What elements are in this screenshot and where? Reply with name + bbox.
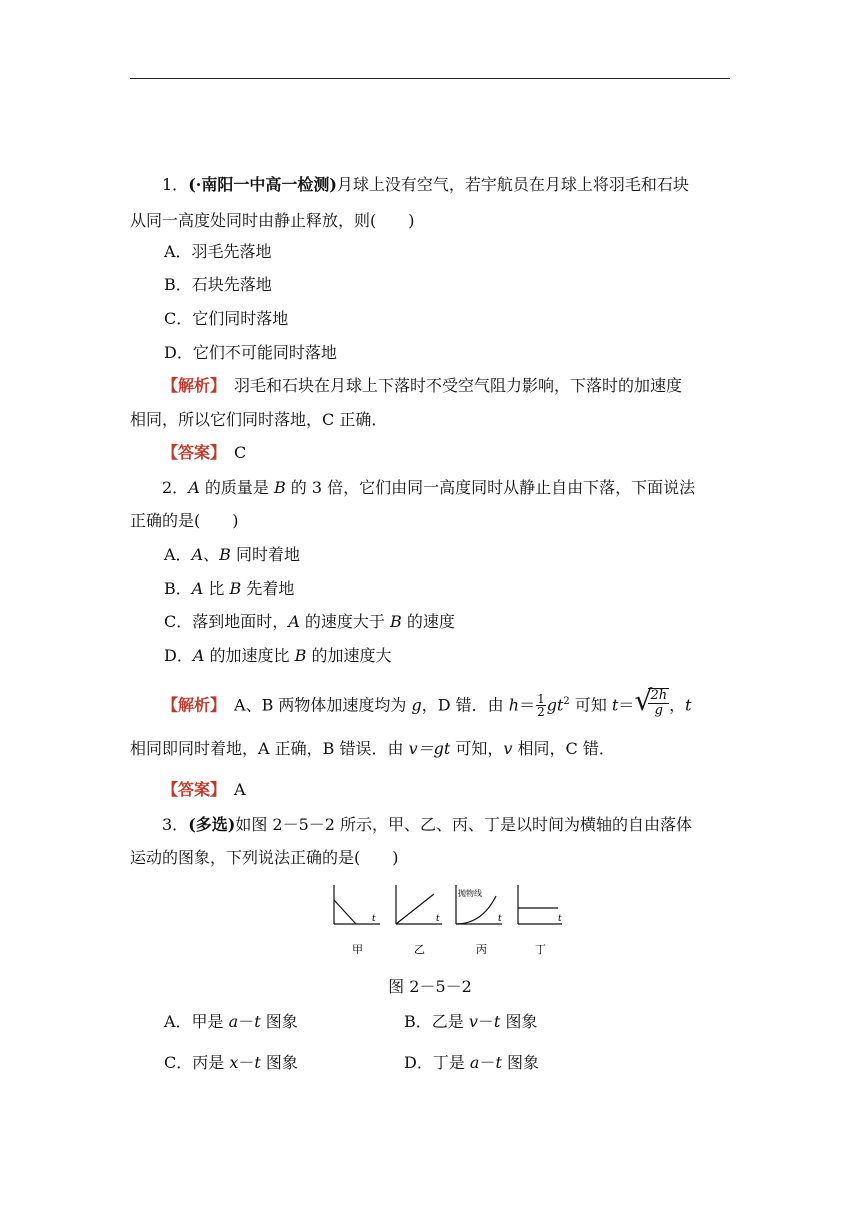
- q2-answer: [130, 779, 762, 801]
- q2-opt-c-sep: 的速度大于: [299, 612, 390, 631]
- q3-option-b: [404, 1011, 537, 1033]
- q2-opt-c-label: C．落到地面时，: [164, 612, 289, 631]
- q2-opt-b-label: B．: [164, 579, 192, 598]
- q3-opt-a-dash: －: [238, 1012, 255, 1031]
- eq-v: v: [408, 739, 418, 758]
- q3-opt-b-text: 图象: [500, 1012, 538, 1031]
- q2-stem-text1: 的质量是: [199, 478, 274, 497]
- eq-sqrt-num: 2h: [650, 687, 668, 703]
- graph-jia: [334, 885, 380, 956]
- q2-analysis-comma: ，: [669, 695, 686, 715]
- q2-analysis-text5: 可知，: [450, 739, 504, 758]
- q1-option-d: D．它们不可能同时落地: [164, 343, 337, 362]
- q3-opt-d-dash: －: [479, 1053, 496, 1072]
- q3-opt-c-var2: t: [254, 1053, 261, 1072]
- q2-opt-a-text: 同时着地: [230, 545, 300, 564]
- q2-stem-text2: 的 3 倍，它们由同一高度同时从静止自由下落，下面说法: [285, 478, 696, 497]
- q2-opt-d-text: 的加速度大: [306, 646, 392, 665]
- q2-opt-b-var2: B: [229, 579, 242, 598]
- q3-option-row1: [130, 1011, 764, 1033]
- q3-option-c: [164, 1053, 298, 1072]
- q2-opt-c-var2: B: [390, 612, 402, 631]
- graph-ding-axis: t: [558, 914, 562, 924]
- graph-yi-label: 乙: [414, 943, 425, 956]
- graph-yi-axis: t: [436, 914, 440, 924]
- q2-opt-b-text: 先着地: [241, 579, 295, 598]
- q1-source: (·南阳一中高一检测): [188, 175, 337, 194]
- graph-bing-label: 丙: [476, 943, 487, 956]
- q3-opt-a-var2: t: [254, 1012, 261, 1031]
- graph-bing-axis: t: [498, 914, 502, 924]
- q3-stem-line2: 运动的图象，下列说法正确的是( ): [130, 848, 399, 867]
- graphs-figure: [330, 880, 580, 960]
- eq-equals: ＝: [519, 695, 536, 715]
- q3-opt-d-var2: t: [495, 1053, 502, 1072]
- q2-opt-c-text: 的速度: [401, 612, 455, 631]
- q1-analysis-tag: 【解析】: [162, 376, 219, 395]
- graph-jia-line: [334, 900, 356, 924]
- eq-gt: gt: [546, 695, 564, 715]
- q1-option-b: B．石块先落地: [164, 275, 272, 294]
- eq-frac-num: 1: [537, 692, 545, 707]
- eq-equals-2: ＝: [618, 695, 635, 715]
- q1-answer: [130, 442, 762, 464]
- q2-stem-line2: 正确的是( ): [130, 511, 239, 530]
- q3-stem-line1: [130, 814, 762, 836]
- header-rule: [130, 78, 730, 79]
- q3-opt-b-var1: v: [468, 1012, 478, 1031]
- q2-opt-d-sep: 的加速度比: [204, 646, 295, 665]
- q3-opt-b-dash: －: [477, 1012, 494, 1031]
- q2-option-d: [130, 645, 764, 667]
- eq-fraction: [536, 693, 546, 718]
- q2-opt-a-sep: 、: [203, 545, 220, 564]
- q2-analysis-text6: 相同，C 错．: [512, 739, 615, 758]
- q1-option-c: C．它们同时落地: [164, 309, 289, 328]
- q2-analysis-text1: A、B 两物体加速度均为: [218, 695, 412, 715]
- q3-opt-c-var1: x: [229, 1053, 239, 1072]
- eq-sup: 2: [563, 696, 570, 707]
- q2-analysis-text2: ，D 错．由: [421, 695, 509, 715]
- q3-option-a: [164, 1012, 298, 1031]
- q2-opt-d-var2: B: [294, 646, 307, 665]
- q1-number: 1．: [162, 175, 189, 194]
- q2-opt-a-label: A．: [164, 545, 192, 564]
- q2-analysis-t: t: [685, 695, 692, 715]
- q1-stem-line1: [130, 174, 762, 196]
- q2-analysis-tag: 【解析】: [162, 695, 219, 715]
- q2-analysis-text3: 可知: [569, 695, 612, 715]
- q2-option-c: [130, 611, 764, 633]
- q3-opt-a-text: 图象: [260, 1012, 298, 1031]
- q2-analysis-line1: [130, 683, 762, 724]
- q3-opt-a-var1: a: [228, 1012, 239, 1031]
- q3-opt-d-var1: a: [469, 1053, 480, 1072]
- q3-opt-a-label: A．甲是: [164, 1012, 229, 1031]
- eq-frac-den: 2: [537, 705, 545, 720]
- graph-yi-line: [396, 894, 434, 924]
- eq-h: h: [508, 695, 520, 715]
- graph-bing: [456, 885, 502, 956]
- q2-analysis-g: g: [411, 695, 422, 715]
- graph-jia-label: 甲: [352, 943, 363, 956]
- sqrt-radical-icon: √: [634, 683, 653, 717]
- graph-ding-label: 丁: [535, 943, 546, 956]
- q3-number: 3．: [162, 815, 189, 834]
- q2-var-b: B: [273, 478, 286, 497]
- q3-opt-c-text: 图象: [260, 1053, 298, 1072]
- q3-opt-c-label: C．丙是: [164, 1053, 230, 1072]
- q1-option-a: A．羽毛先落地: [164, 242, 272, 261]
- q3-option-row2: [130, 1052, 764, 1074]
- figure-caption: 图 2－5－2: [388, 977, 472, 996]
- q1-stem-line2: 从同一高度处同时由静止释放，则( ): [130, 211, 415, 230]
- q2-stem-line1: [130, 477, 762, 499]
- q3-opt-b-var2: t: [493, 1012, 501, 1031]
- q2-var-a: A: [188, 478, 200, 497]
- q3-opt-d-text: 图象: [501, 1053, 540, 1072]
- q2-analysis-line2: [130, 738, 730, 760]
- q2-answer-value: A: [218, 780, 246, 799]
- eq-sqrt: [634, 683, 669, 724]
- q2-opt-a-var2: B: [219, 545, 231, 564]
- q2-opt-c-var1: A: [288, 612, 300, 631]
- q3-stem-text1: 如图 2－5－2 所示，甲、乙、丙、丁是以时间为横轴的自由落体: [235, 815, 693, 834]
- graph-jia-axis: t: [372, 914, 376, 924]
- q1-analysis-line2: 相同，所以它们同时落地，C 正确．: [130, 410, 388, 429]
- q2-opt-d-label: D．: [164, 646, 193, 665]
- q3-opt-b-label: B．乙是: [404, 1012, 469, 1031]
- q1-answer-tag: 【答案】: [162, 443, 219, 462]
- q3-multi-tag: (多选): [188, 815, 236, 834]
- eq-vgt: ＝gt: [417, 739, 451, 758]
- q2-analysis-v: v: [503, 739, 513, 758]
- eq-t: t: [611, 695, 619, 715]
- q2-opt-b-var1: A: [191, 579, 204, 598]
- graph-yi: [396, 885, 442, 956]
- graph-bing-curve: [456, 896, 496, 924]
- graph-ding: [518, 885, 562, 956]
- eq-sqrt-den: g: [654, 702, 663, 718]
- q3-opt-d-label: D．丁是: [404, 1053, 470, 1072]
- q2-opt-a-var1: A: [191, 545, 204, 564]
- q2-option-a: [130, 544, 764, 566]
- q2-answer-tag: 【答案】: [162, 780, 219, 799]
- q2-analysis-text4: 相同即同时着地，A 正确，B 错误．由: [130, 739, 409, 758]
- q2-opt-d-var1: A: [192, 646, 205, 665]
- q2-opt-b-sep: 比: [203, 579, 230, 598]
- graph-bing-note: 抛物线: [458, 889, 482, 898]
- q3-option-d: [404, 1052, 539, 1074]
- q1-analysis-text1: 羽毛和石块在月球上下落时不受空气阻力影响，下落时的加速度: [218, 376, 683, 395]
- q1-stem-text1: 月球上没有空气，若宇航员在月球上将羽毛和石块: [336, 175, 689, 194]
- q2-option-b: [130, 578, 764, 600]
- q1-answer-value: C: [218, 443, 247, 462]
- q2-number: 2．: [162, 478, 189, 497]
- q1-analysis-line1: [130, 375, 762, 397]
- q3-opt-c-dash: －: [238, 1053, 255, 1072]
